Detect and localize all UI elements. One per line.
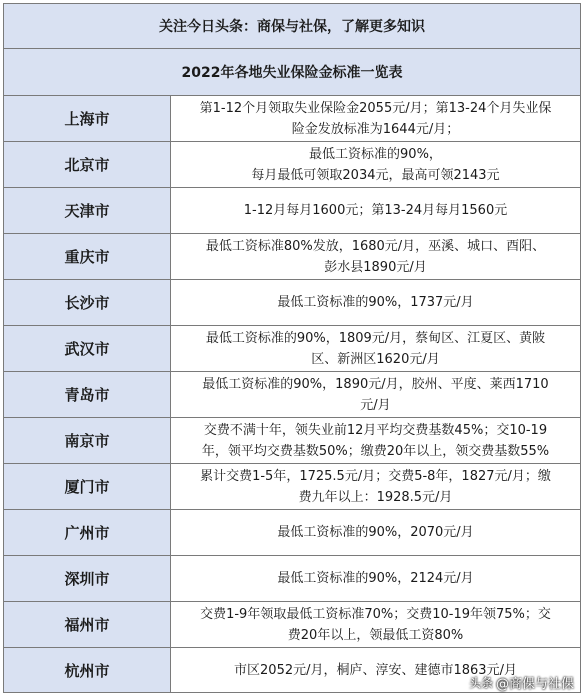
city-cell: 广州市 bbox=[4, 510, 171, 555]
benefit-line: 最低工资标准的90%，2124元/月 bbox=[277, 571, 474, 586]
benefit-cell bbox=[171, 556, 580, 601]
city-cell: 重庆市 bbox=[4, 234, 171, 279]
table-row bbox=[4, 96, 580, 142]
table-row bbox=[4, 234, 580, 280]
benefit-line: 险金发放标准为1644元/月； bbox=[291, 121, 460, 137]
table-row bbox=[4, 142, 580, 188]
table-row bbox=[4, 510, 580, 556]
table-row bbox=[4, 556, 580, 602]
benefit-line: 1-12月每月1600元；第13-24月每月1560元 bbox=[243, 203, 508, 218]
benefit-line: 最低工资标准的90%，2070元/月 bbox=[277, 525, 474, 540]
table-row bbox=[4, 188, 580, 234]
benefit-cell bbox=[171, 142, 580, 187]
benefit-line: 每月最低可领取2034元，最高可领2143元 bbox=[251, 167, 500, 183]
city-cell: 上海市 bbox=[4, 96, 171, 141]
city-cell: 天津市 bbox=[4, 188, 171, 233]
watermark bbox=[469, 673, 574, 692]
benefit-line: 最低工资标准80%发放，1680元/月，巫溪、城口、酉阳、 bbox=[205, 238, 546, 254]
benefit-line: 最低工资标准的90%，1890元/月，胶州、平度、莱西1710 bbox=[202, 376, 549, 392]
watermark-handle: @商保与社保 bbox=[495, 677, 574, 692]
benefit-line: 交费1-9年领取最低工资标准70%；交费10-19年领75%；交 bbox=[200, 606, 551, 622]
benefit-line: 累计交费1-5年，1725.5元/月；交费5-8年，1827元/月；缴 bbox=[200, 468, 551, 484]
city-cell: 青岛市 bbox=[4, 372, 171, 417]
benefit-cell bbox=[171, 418, 580, 463]
benefit-cell bbox=[171, 234, 580, 279]
table-body bbox=[4, 96, 580, 692]
benefit-cell bbox=[171, 372, 580, 417]
benefit-line: 最低工资标准的90%， bbox=[309, 146, 442, 162]
city-cell: 杭州市 bbox=[4, 648, 171, 692]
benefit-cell bbox=[171, 188, 580, 233]
benefit-line: 彭水县1890元/月 bbox=[324, 259, 427, 275]
city-cell: 北京市 bbox=[4, 142, 171, 187]
benefit-line: 费九年以上：1928.5元/月 bbox=[298, 489, 453, 505]
benefit-line: 区、新洲区1620元/月 bbox=[311, 351, 440, 367]
benefit-cell bbox=[171, 510, 580, 555]
benefit-cell bbox=[171, 464, 580, 509]
benefit-cell bbox=[171, 602, 580, 647]
table-row bbox=[4, 372, 580, 418]
benefit-line: 市区2052元/月，桐庐、淳安、建德市1863元/月 bbox=[234, 662, 517, 678]
benefit-cell bbox=[171, 326, 580, 371]
toutiao-logo: 头条 bbox=[468, 676, 493, 690]
city-cell: 长沙市 bbox=[4, 280, 171, 325]
city-cell: 厦门市 bbox=[4, 464, 171, 509]
table-row bbox=[4, 280, 580, 326]
unemployment-benefit-table bbox=[3, 3, 581, 693]
benefit-line: 费20年以上，领最低工资80% bbox=[287, 627, 464, 643]
table-row bbox=[4, 602, 580, 648]
benefit-line: 最低工资标准的90%，1737元/月 bbox=[277, 295, 474, 310]
table-title: 2022年各地失业保险金标准一览表 bbox=[4, 49, 580, 96]
city-cell: 武汉市 bbox=[4, 326, 171, 371]
table-row bbox=[4, 418, 580, 464]
city-cell: 南京市 bbox=[4, 418, 171, 463]
benefit-line: 交费不满十年，领失业前12月平均交费基数45%；交10-19 bbox=[203, 422, 548, 438]
banner: 关注今日头条：商保与社保，了解更多知识 bbox=[4, 4, 580, 49]
city-cell: 福州市 bbox=[4, 602, 171, 647]
benefit-line: 第1-12个月领取失业保险金2055元/月；第13-24个月失业保 bbox=[199, 100, 552, 116]
benefit-line: 年，领平均交费基数50%；缴费20年以上，领交费基数55% bbox=[201, 443, 550, 459]
table-row bbox=[4, 326, 580, 372]
benefit-cell bbox=[171, 96, 580, 141]
benefit-line: 元/月 bbox=[360, 397, 391, 413]
table-row bbox=[4, 464, 580, 510]
city-cell: 深圳市 bbox=[4, 556, 171, 601]
benefit-cell bbox=[171, 280, 580, 325]
benefit-line: 最低工资标准的90%，1809元/月，蔡甸区、江夏区、黄陂 bbox=[205, 330, 546, 346]
